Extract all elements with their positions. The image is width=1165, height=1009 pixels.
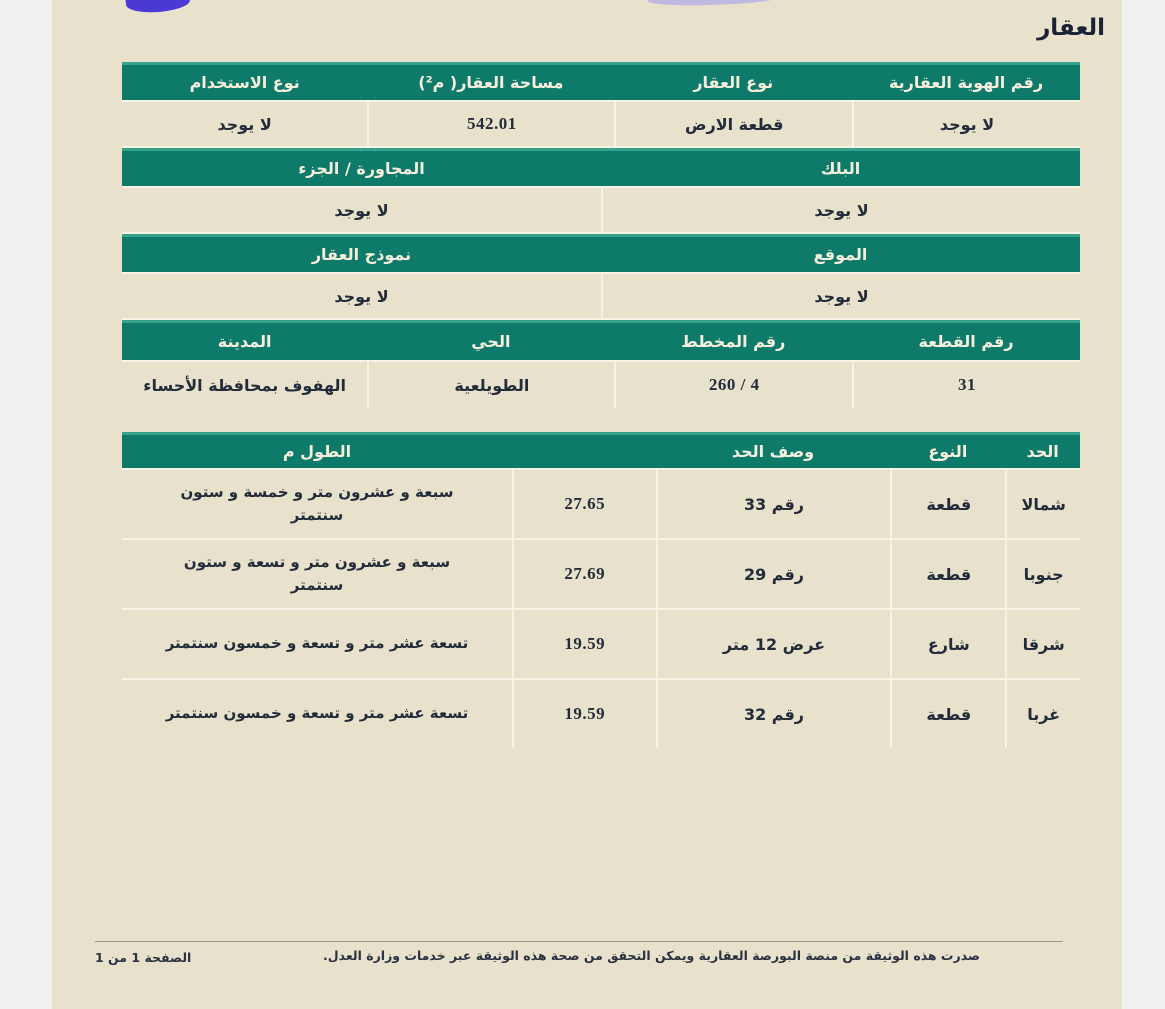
boundary-description: عرض 12 متر [656, 610, 891, 678]
value-property-area: 542.01 [367, 102, 614, 146]
header-block: البلك [820, 159, 861, 178]
footer-divider [95, 941, 1063, 942]
boundary-length-words-text: تسعة عشر متر و تسعة و خمسون سنتمتر [165, 704, 469, 723]
boundary-length-number: 27.69 [512, 540, 656, 608]
header-length-m: الطول م [282, 442, 352, 461]
boundary-row-south [122, 540, 1080, 608]
boundary-description: رقم 33 [656, 470, 891, 538]
header-length-spacer [512, 435, 656, 468]
boundary-name: شرقا [1005, 610, 1080, 678]
value-plot-number: 31 [852, 362, 1080, 408]
value-property-id: لا يوجد [852, 102, 1080, 146]
boundary-name: جنوبا [1005, 540, 1080, 608]
header-boundary: الحد [1026, 442, 1059, 461]
property-header-row-4 [122, 320, 1080, 360]
boundary-length-number: 27.65 [512, 470, 656, 538]
boundary-description: رقم 29 [656, 540, 891, 608]
header-district: الحي [471, 332, 511, 351]
property-value-row-2 [122, 188, 1080, 232]
boundary-length-words-text: سبعة و عشرون متر و تسعة و ستون سنتمتر [183, 552, 451, 594]
boundary-row-west [122, 680, 1080, 748]
value-location: لا يوجد [601, 274, 1080, 318]
property-header-row-1 [122, 62, 1080, 100]
header-boundary-description: وصف الحد [731, 442, 815, 461]
page-title: العقار [1037, 15, 1105, 41]
boundary-length-number: 19.59 [512, 680, 656, 748]
boundary-length-words [122, 610, 512, 678]
property-header-row-3 [122, 234, 1080, 272]
value-usage-type: لا يوجد [217, 114, 272, 134]
boundary-name: شمالا [1005, 470, 1080, 538]
boundary-length-words [122, 540, 512, 608]
header-boundary-type: النوع [928, 442, 968, 461]
header-property-area: مساحة العقار( م²) [418, 73, 564, 92]
header-neighborhood-part: المجاورة / الجزء [298, 159, 425, 178]
header-property-id: رقم الهوية العقارية [888, 73, 1044, 92]
footer-verification-note: صدرت هذه الوثيقة من منصة البورصة العقارية ويمكن التحقق من صحة هذه الوثيقة عبر خدمات وزارة العدل. [323, 948, 980, 963]
header-property-model: نموذج العقار [311, 245, 412, 264]
boundaries-header-row [122, 432, 1080, 468]
footer-page-number: الصفحة 1 من 1 [95, 950, 192, 965]
boundary-length-words [122, 680, 512, 748]
boundary-row-east [122, 610, 1080, 678]
property-value-row-1 [122, 102, 1080, 146]
boundary-length-words-text: سبعة و عشرون متر و خمسة و ستون سنتمتر [180, 482, 454, 524]
property-header-row-2 [122, 148, 1080, 186]
value-neighborhood-part: لا يوجد [334, 200, 389, 220]
boundary-type: قطعة [890, 540, 1005, 608]
header-usage-type: نوع الاستخدام [189, 73, 300, 92]
header-plot-number: رقم القطعة [918, 332, 1014, 351]
boundary-length-words [122, 470, 512, 538]
property-table [122, 62, 1080, 408]
value-block: لا يوجد [601, 188, 1080, 232]
value-plan-number: 260 / 4 [614, 362, 852, 408]
boundary-length-number: 19.59 [512, 610, 656, 678]
header-location: الموقع [813, 245, 868, 264]
boundary-description: رقم 32 [656, 680, 891, 748]
value-property-type: قطعة الارض [614, 102, 852, 146]
boundaries-table [122, 432, 1080, 748]
property-value-row-3 [122, 274, 1080, 318]
boundary-type: شارع [890, 610, 1005, 678]
value-district: الطويلعية [367, 362, 614, 408]
boundary-type: قطعة [890, 470, 1005, 538]
boundary-length-words-text: تسعة عشر متر و تسعة و خمسون سنتمتر [165, 634, 469, 653]
property-value-row-4 [122, 362, 1080, 408]
value-property-model: لا يوجد [334, 286, 389, 306]
boundary-type: قطعة [890, 680, 1005, 748]
value-city: الهفوف بمحافظة الأحساء [143, 375, 347, 395]
header-plan-number: رقم المخطط [681, 332, 786, 351]
boundary-row-north [122, 470, 1080, 538]
header-property-type: نوع العقار [693, 73, 774, 92]
boundary-name: غربا [1005, 680, 1080, 748]
header-city: المدينة [217, 332, 272, 351]
